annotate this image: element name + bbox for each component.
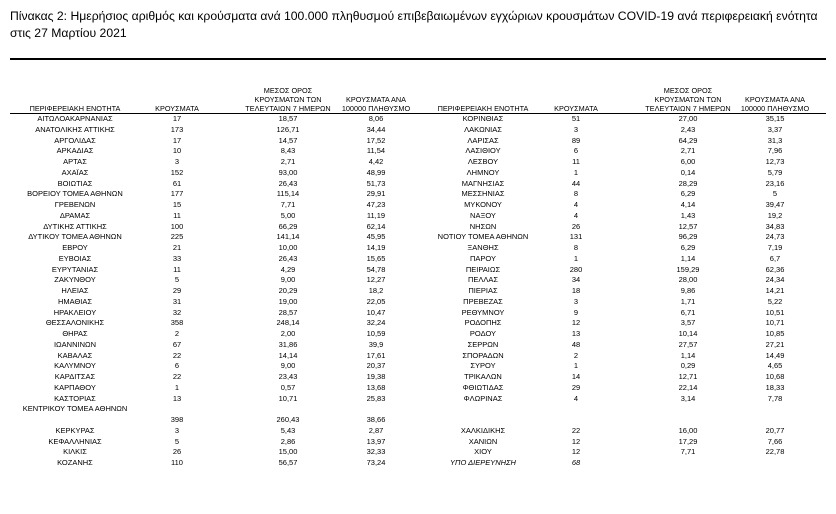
cases-cell: 10 bbox=[172, 146, 182, 156]
avg7-cell: 16,00 bbox=[678, 425, 698, 435]
cases-cell: 14 bbox=[571, 372, 581, 381]
avg7-cell: 2,71 bbox=[280, 157, 296, 166]
per100k-cell: 34,44 bbox=[366, 124, 386, 134]
region-cell: ΕΥΡΥΤΑΝΙΑΣ bbox=[51, 264, 99, 274]
cases-cell: 398 bbox=[170, 415, 184, 424]
region-cell: ΕΥΒΟΙΑΣ bbox=[58, 253, 92, 263]
cases-cell: 13 bbox=[172, 393, 182, 403]
per100k-cell: 6,7 bbox=[769, 253, 781, 263]
region-cell: ΛΑΣΙΘΙΟΥ bbox=[465, 146, 501, 156]
region-cell: ΚΕΦΑΛΛΗΝΙΑΣ bbox=[48, 436, 102, 446]
avg7-cell: 10,71 bbox=[278, 393, 298, 403]
per100k-cell: 15,65 bbox=[366, 253, 386, 263]
cases-cell: 61 bbox=[172, 178, 182, 188]
cases-cell: 1 bbox=[573, 361, 579, 371]
avg7-cell: 0,29 bbox=[680, 361, 696, 371]
avg7-cell: 126,71 bbox=[276, 124, 300, 134]
cases-cell: 9 bbox=[573, 307, 579, 317]
region-cell: ΦΛΩΡΙΝΑΣ bbox=[463, 393, 503, 403]
avg7-cell: 6,71 bbox=[680, 307, 696, 317]
per100k-cell: 7,78 bbox=[767, 393, 783, 403]
per100k-cell: 12,27 bbox=[366, 275, 386, 285]
per100k-cell: 2,87 bbox=[368, 425, 384, 435]
avg7-cell: 18,57 bbox=[278, 114, 298, 123]
avg7-cell: 10,00 bbox=[278, 243, 298, 252]
per100k-cell: 18,2 bbox=[368, 286, 384, 295]
per100k-cell: 7,19 bbox=[767, 243, 783, 252]
cases-cell: 48 bbox=[571, 339, 581, 349]
region-cell: ΜΑΓΝΗΣΙΑΣ bbox=[461, 178, 505, 188]
region-cell: ΒΟΡΕΙΟΥ ΤΟΜΕΑ ΑΘΗΝΩΝ bbox=[27, 189, 123, 199]
avg7-cell: 7,71 bbox=[280, 200, 296, 209]
region-cell: ΠΕΙΡΑΙΩΣ bbox=[465, 264, 501, 274]
avg7-cell: 8,43 bbox=[280, 146, 296, 156]
avg7-cell: 56,57 bbox=[278, 458, 298, 467]
header-per100k: ΚΡΟΥΣΜΑΤΑ ΑΝΑ 100000 ΠΛΗΘΥΣΜΟ bbox=[740, 95, 810, 113]
per100k-cell: 48,99 bbox=[366, 167, 386, 177]
per100k-cell: 31,3 bbox=[767, 135, 783, 145]
avg7-cell: 64,29 bbox=[678, 135, 698, 145]
avg7-cell: 15,00 bbox=[278, 447, 298, 457]
region-cell: ΧΑΛΚΙΔΙΚΗΣ bbox=[460, 425, 506, 435]
cases-cell: 29 bbox=[571, 382, 581, 392]
cases-cell: 51 bbox=[571, 114, 581, 123]
cases-cell: 131 bbox=[569, 232, 583, 242]
avg7-cell: 26,43 bbox=[278, 253, 298, 263]
header-cases: ΚΡΟΥΣΜΑΤΑ bbox=[155, 104, 199, 113]
cases-cell: 3 bbox=[174, 425, 180, 435]
header-avg7: ΜΕΣΟΣ ΟΡΟΣ ΚΡΟΥΣΜΑΤΩΝ ΤΩΝ ΤΕΛΕΥΤΑΙΩΝ 7 ΗΜΕΡΩΝ bbox=[645, 86, 731, 113]
cases-cell: 17 bbox=[172, 114, 182, 123]
cases-cell: 31 bbox=[172, 296, 182, 306]
cases-cell: 8 bbox=[573, 243, 579, 252]
avg7-cell: 2,43 bbox=[680, 124, 696, 134]
region-cell: ΤΡΙΚΑΛΩΝ bbox=[464, 372, 502, 381]
per100k-cell: 62,36 bbox=[765, 264, 785, 274]
cases-cell: 2 bbox=[174, 329, 180, 338]
cases-cell: 6 bbox=[174, 361, 180, 371]
per100k-cell: 20,77 bbox=[765, 425, 785, 435]
per100k-cell: 54,78 bbox=[366, 264, 386, 274]
region-cell: ΑΡΤΑΣ bbox=[63, 157, 87, 166]
cases-cell: 68 bbox=[571, 458, 581, 467]
per100k-cell: 51,73 bbox=[366, 178, 386, 188]
region-cell: ΗΛΕΙΑΣ bbox=[61, 286, 89, 295]
region-cell: ΛΗΜΝΟΥ bbox=[466, 167, 500, 177]
per100k-cell: 14,49 bbox=[765, 350, 785, 360]
per100k-cell: 13,68 bbox=[366, 382, 386, 392]
avg7-cell: 248,14 bbox=[276, 318, 300, 328]
per100k-cell: 32,33 bbox=[366, 447, 386, 457]
region-cell: ΚΟΖΑΝΗΣ bbox=[57, 458, 93, 467]
avg7-cell: 141,14 bbox=[276, 232, 300, 242]
region-cell: ΝΟΤΙΟΥ ΤΟΜΕΑ ΑΘΗΝΩΝ bbox=[437, 232, 529, 242]
cases-cell: 22 bbox=[172, 350, 182, 360]
cases-cell: 32 bbox=[172, 307, 182, 317]
cases-cell: 33 bbox=[172, 253, 182, 263]
cases-cell: 280 bbox=[569, 264, 583, 274]
region-cell: ΣΠΟΡΑΔΩΝ bbox=[462, 350, 504, 360]
per100k-cell: 7,96 bbox=[767, 146, 783, 156]
avg7-cell: 115,14 bbox=[276, 189, 300, 199]
per100k-cell: 19,38 bbox=[366, 372, 386, 381]
region-cell: ΜΕΣΣΗΝΙΑΣ bbox=[461, 189, 505, 199]
cases-cell: 5 bbox=[174, 275, 180, 285]
avg7-cell: 96,29 bbox=[678, 232, 698, 242]
region-cell: ΑΙΤΩΛΟΑΚΑΡΝΑΝΙΑΣ bbox=[37, 114, 113, 123]
avg7-cell: 260,43 bbox=[276, 415, 300, 424]
region-cell: ΚΑΛΥΜΝΟΥ bbox=[54, 361, 96, 371]
avg7-cell: 3,57 bbox=[680, 318, 696, 328]
cases-cell: 67 bbox=[172, 339, 182, 349]
avg7-cell: 1,43 bbox=[680, 210, 696, 220]
region-cell: ΚΑΒΑΛΑΣ bbox=[57, 350, 93, 360]
avg7-cell: 7,71 bbox=[680, 447, 696, 457]
region-cell: ΚΑΡΠΑΘΟΥ bbox=[54, 382, 96, 392]
avg7-cell: 12,71 bbox=[678, 372, 698, 381]
region-cell: ΗΜΑΘΙΑΣ bbox=[57, 296, 93, 306]
region-cell: ΚΑΡΔΙΤΣΑΣ bbox=[54, 372, 96, 381]
cases-cell: 13 bbox=[571, 329, 581, 338]
per100k-cell: 34,83 bbox=[765, 221, 785, 231]
cases-cell: 26 bbox=[571, 221, 581, 231]
cases-cell: 18 bbox=[571, 286, 581, 295]
avg7-cell: 17,29 bbox=[678, 436, 698, 446]
avg7-cell: 93,00 bbox=[278, 167, 298, 177]
per100k-cell: 13,97 bbox=[366, 436, 386, 446]
table-caption: Πίνακας 2: Ημερήσιος αριθμός και κρούσματα ανά 100.000 πληθυσμού επιβεβαιωμένων εγχώριων κρουσμάτων COVID-19 ανά περιφερειακή ενότητα στις 27 Μαρτίου 2021 bbox=[10, 9, 818, 40]
header-per100k: ΚΡΟΥΣΜΑΤΑ ΑΝΑ 100000 ΠΛΗΘΥΣΜΟ bbox=[341, 95, 411, 113]
avg7-cell: 4,14 bbox=[680, 200, 696, 209]
cases-cell: 225 bbox=[170, 232, 184, 242]
avg7-cell: 2,71 bbox=[680, 146, 696, 156]
avg7-cell: 2,00 bbox=[280, 329, 296, 338]
per100k-cell: 47,23 bbox=[366, 200, 386, 209]
per100k-cell: 8,06 bbox=[368, 114, 384, 123]
per100k-cell: 14,21 bbox=[765, 286, 785, 295]
per100k-cell: 25,83 bbox=[366, 393, 386, 403]
avg7-cell: 19,00 bbox=[278, 296, 298, 306]
avg7-cell: 1,71 bbox=[680, 296, 696, 306]
region-cell: ΡΟΔΟΠΗΣ bbox=[464, 318, 502, 328]
cases-cell: 21 bbox=[172, 243, 182, 252]
per100k-cell: 29,91 bbox=[366, 189, 386, 199]
avg7-cell: 22,14 bbox=[678, 382, 698, 392]
region-cell: ΛΑΚΩΝΙΑΣ bbox=[464, 124, 502, 134]
avg7-cell: 6,00 bbox=[680, 157, 696, 166]
cases-cell: 358 bbox=[170, 318, 184, 328]
per100k-cell: 22,78 bbox=[765, 447, 785, 457]
cases-cell: 5 bbox=[174, 436, 180, 446]
per100k-cell: 12,73 bbox=[765, 157, 785, 166]
per100k-cell: 7,66 bbox=[767, 436, 783, 446]
region-cell: ΠΕΛΛΑΣ bbox=[467, 275, 499, 285]
avg7-cell: 12,57 bbox=[678, 221, 698, 231]
avg7-cell: 26,43 bbox=[278, 178, 298, 188]
region-cell: ΛΕΣΒΟΥ bbox=[467, 157, 499, 166]
cases-cell: 4 bbox=[573, 210, 579, 220]
per100k-cell: 39,9 bbox=[368, 339, 384, 349]
region-cell: ΚΙΛΚΙΣ bbox=[63, 447, 87, 457]
per100k-cell: 5,79 bbox=[767, 167, 783, 177]
region-cell: ΗΡΑΚΛΕΙΟΥ bbox=[53, 307, 97, 317]
per100k-cell: 62,14 bbox=[366, 221, 386, 231]
region-cell: ΠΡΕΒΕΖΑΣ bbox=[463, 296, 503, 306]
avg7-cell: 14,57 bbox=[278, 135, 298, 145]
cases-cell: 2 bbox=[573, 350, 579, 360]
cases-cell: 3 bbox=[174, 157, 180, 166]
per100k-cell: 24,73 bbox=[765, 232, 785, 242]
per100k-cell: 27,21 bbox=[765, 339, 785, 349]
per100k-cell: 39,47 bbox=[765, 200, 785, 209]
per100k-cell: 4,42 bbox=[368, 157, 384, 166]
region-cell: ΔΡΑΜΑΣ bbox=[59, 210, 91, 220]
avg7-cell: 14,14 bbox=[278, 350, 298, 360]
avg7-cell: 28,57 bbox=[278, 307, 298, 317]
per100k-cell: 11,19 bbox=[366, 210, 386, 220]
cases-cell: 152 bbox=[170, 167, 184, 177]
header-region: ΠΕΡΙΦΕΡΕΙΑΚΗ ΕΝΟΤΗΤΑ bbox=[437, 104, 529, 113]
per100k-cell: 10,71 bbox=[765, 318, 785, 328]
per100k-cell: 4,65 bbox=[767, 361, 783, 371]
per100k-cell: 10,85 bbox=[765, 329, 785, 338]
region-cell: ΛΑΡΙΣΑΣ bbox=[467, 135, 499, 145]
per100k-cell: 5 bbox=[772, 189, 778, 199]
avg7-cell: 9,00 bbox=[280, 275, 296, 285]
cases-cell: 12 bbox=[571, 436, 581, 446]
region-cell: ΒΟΙΩΤΙΑΣ bbox=[57, 178, 93, 188]
cases-cell: 1 bbox=[573, 167, 579, 177]
per100k-cell: 20,37 bbox=[366, 361, 386, 371]
avg7-cell: 1,14 bbox=[680, 253, 696, 263]
cases-cell: 12 bbox=[571, 318, 581, 328]
per100k-cell: 10,68 bbox=[765, 372, 785, 381]
per100k-cell: 11,54 bbox=[366, 146, 386, 156]
cases-cell: 100 bbox=[170, 221, 184, 231]
region-cell: ΘΗΡΑΣ bbox=[62, 329, 88, 338]
cases-cell: 8 bbox=[573, 189, 579, 199]
per100k-cell: 35,15 bbox=[765, 114, 785, 123]
per100k-cell: 24,34 bbox=[765, 275, 785, 285]
avg7-cell: 6,29 bbox=[680, 189, 696, 199]
cases-cell: 3 bbox=[573, 124, 579, 134]
cases-cell: 22 bbox=[571, 425, 581, 435]
per100k-cell: 32,24 bbox=[366, 318, 386, 328]
cases-cell: 15 bbox=[172, 200, 182, 209]
per100k-cell: 14,19 bbox=[366, 243, 386, 252]
region-cell: ΕΒΡΟΥ bbox=[62, 243, 88, 252]
region-cell: ΧΙΟΥ bbox=[474, 447, 492, 457]
cases-cell: 29 bbox=[172, 286, 182, 295]
cases-cell: 11 bbox=[173, 210, 181, 220]
region-cell: ΓΡΕΒΕΝΩΝ bbox=[54, 200, 96, 209]
cases-cell: 1 bbox=[573, 253, 579, 263]
cases-cell: 12 bbox=[571, 447, 581, 457]
cases-cell: 4 bbox=[573, 200, 579, 209]
avg7-cell: 23,43 bbox=[278, 372, 298, 381]
region-cell: ΡΕΘΥΜΝΟΥ bbox=[461, 307, 505, 317]
cases-cell: 22 bbox=[172, 372, 182, 381]
region-cell: ΔΥΤΙΚΟΥ ΤΟΜΕΑ ΑΘΗΝΩΝ bbox=[28, 232, 122, 242]
region-cell: ΑΝΑΤΟΛΙΚΗΣ ΑΤΤΙΚΗΣ bbox=[35, 124, 115, 134]
cases-cell: 44 bbox=[571, 178, 581, 188]
avg7-cell: 31,86 bbox=[278, 339, 298, 349]
cases-cell: 34 bbox=[571, 275, 581, 285]
region-cell: ΑΧΑΪΑΣ bbox=[61, 167, 89, 177]
cases-cell: 177 bbox=[170, 189, 184, 199]
per100k-cell: 38,66 bbox=[366, 415, 386, 424]
per100k-cell: 17,52 bbox=[366, 135, 386, 145]
per100k-cell: 3,37 bbox=[767, 124, 783, 134]
per100k-cell: 22,05 bbox=[366, 296, 386, 306]
header-avg7: ΜΕΣΟΣ ΟΡΟΣ ΚΡΟΥΣΜΑΤΩΝ ΤΩΝ ΤΕΛΕΥΤΑΙΩΝ 7 ΗΜΕΡΩΝ bbox=[245, 86, 331, 113]
avg7-cell: 5,43 bbox=[280, 425, 296, 435]
avg7-cell: 10,14 bbox=[678, 329, 698, 338]
avg7-cell: 159,29 bbox=[676, 264, 700, 274]
region-cell: ΘΕΣΣΑΛΟΝΙΚΗΣ bbox=[45, 318, 105, 328]
cases-cell: 3 bbox=[573, 296, 579, 306]
region-cell: ΡΟΔΟΥ bbox=[469, 329, 497, 338]
avg7-cell: 2,86 bbox=[280, 436, 296, 446]
region-cell: ΖΑΚΥΝΘΟΥ bbox=[54, 275, 96, 285]
per100k-cell: 10,47 bbox=[366, 307, 386, 317]
cases-cell: 173 bbox=[170, 124, 184, 134]
avg7-cell: 1,14 bbox=[680, 350, 696, 360]
per100k-cell: 5,22 bbox=[767, 296, 783, 306]
per100k-cell: 10,59 bbox=[366, 329, 386, 338]
region-cell: ΧΑΝΙΩΝ bbox=[468, 436, 498, 446]
avg7-cell: 9,00 bbox=[280, 361, 296, 371]
region-cell: ΜΥΚΟΝΟΥ bbox=[464, 200, 502, 209]
avg7-cell: 66,29 bbox=[278, 221, 298, 231]
region-cell: ΠΑΡΟΥ bbox=[469, 253, 496, 263]
region-cell: ΚΕΡΚΥΡΑΣ bbox=[55, 425, 95, 435]
region-cell: ΑΡΓΟΛΙΔΑΣ bbox=[54, 135, 96, 145]
avg7-cell: 27,57 bbox=[678, 339, 698, 349]
region-cell: ΝΑΞΟΥ bbox=[470, 210, 496, 220]
per100k-cell: 18,33 bbox=[765, 382, 785, 392]
cases-cell: 110 bbox=[171, 458, 183, 467]
avg7-cell: 0,14 bbox=[680, 167, 696, 177]
region-cell: ΞΑΝΘΗΣ bbox=[467, 243, 499, 252]
region-cell: ΚΟΡΙΝΘΙΑΣ bbox=[462, 114, 504, 123]
region-cell: ΣΥΡΟΥ bbox=[470, 361, 496, 371]
avg7-cell: 5,00 bbox=[280, 210, 296, 220]
per100k-cell: 73,24 bbox=[366, 458, 386, 467]
region-cell: ΝΗΣΩΝ bbox=[469, 221, 497, 231]
region-cell: ΙΩΑΝΝΙΝΩΝ bbox=[53, 339, 97, 349]
cases-cell: 89 bbox=[571, 135, 581, 145]
avg7-cell: 28,00 bbox=[678, 275, 698, 285]
cases-cell: 17 bbox=[172, 135, 182, 145]
per100k-cell: 45,95 bbox=[366, 232, 386, 242]
header-region: ΠΕΡΙΦΕΡΕΙΑΚΗ ΕΝΟΤΗΤΑ bbox=[29, 104, 121, 113]
region-cell: ΦΘΙΩΤΙΔΑΣ bbox=[462, 382, 504, 392]
cases-cell: 11 bbox=[572, 157, 580, 166]
cases-cell: 26 bbox=[172, 447, 182, 457]
cases-cell: 6 bbox=[573, 146, 579, 156]
region-cell: ΑΡΚΑΔΙΑΣ bbox=[56, 146, 94, 156]
header-cases: ΚΡΟΥΣΜΑΤΑ bbox=[554, 104, 598, 113]
region-cell: ΚΕΝΤΡΙΚΟΥ ΤΟΜΕΑ ΑΘΗΝΩΝ bbox=[22, 404, 128, 414]
per100k-cell: 19,2 bbox=[767, 210, 783, 220]
avg7-cell: 0,57 bbox=[280, 382, 296, 392]
region-cell: ΔΥΤΙΚΗΣ ΑΤΤΙΚΗΣ bbox=[43, 221, 107, 231]
avg7-cell: 20,29 bbox=[278, 286, 298, 295]
avg7-cell: 3,14 bbox=[680, 393, 696, 403]
cases-cell: 11 bbox=[173, 264, 181, 274]
per100k-cell: 10,51 bbox=[765, 307, 785, 317]
avg7-cell: 28,29 bbox=[678, 178, 698, 188]
region-cell: ΥΠΟ ΔΙΕΡΕΥΝΗΣΗ bbox=[450, 458, 516, 467]
region-cell: ΠΙΕΡΙΑΣ bbox=[468, 286, 498, 295]
per100k-cell: 23,16 bbox=[765, 178, 785, 188]
avg7-cell: 9,86 bbox=[680, 286, 696, 295]
avg7-cell: 4,29 bbox=[280, 264, 296, 274]
cases-cell: 1 bbox=[174, 382, 180, 392]
avg7-cell: 6,29 bbox=[680, 243, 696, 252]
per100k-cell: 17,61 bbox=[366, 350, 386, 360]
region-cell: ΣΕΡΡΩΝ bbox=[467, 339, 499, 349]
region-cell: ΚΑΣΤΟΡΙΑΣ bbox=[54, 393, 96, 403]
cases-cell: 4 bbox=[573, 393, 579, 403]
avg7-cell: 27,00 bbox=[678, 114, 698, 123]
